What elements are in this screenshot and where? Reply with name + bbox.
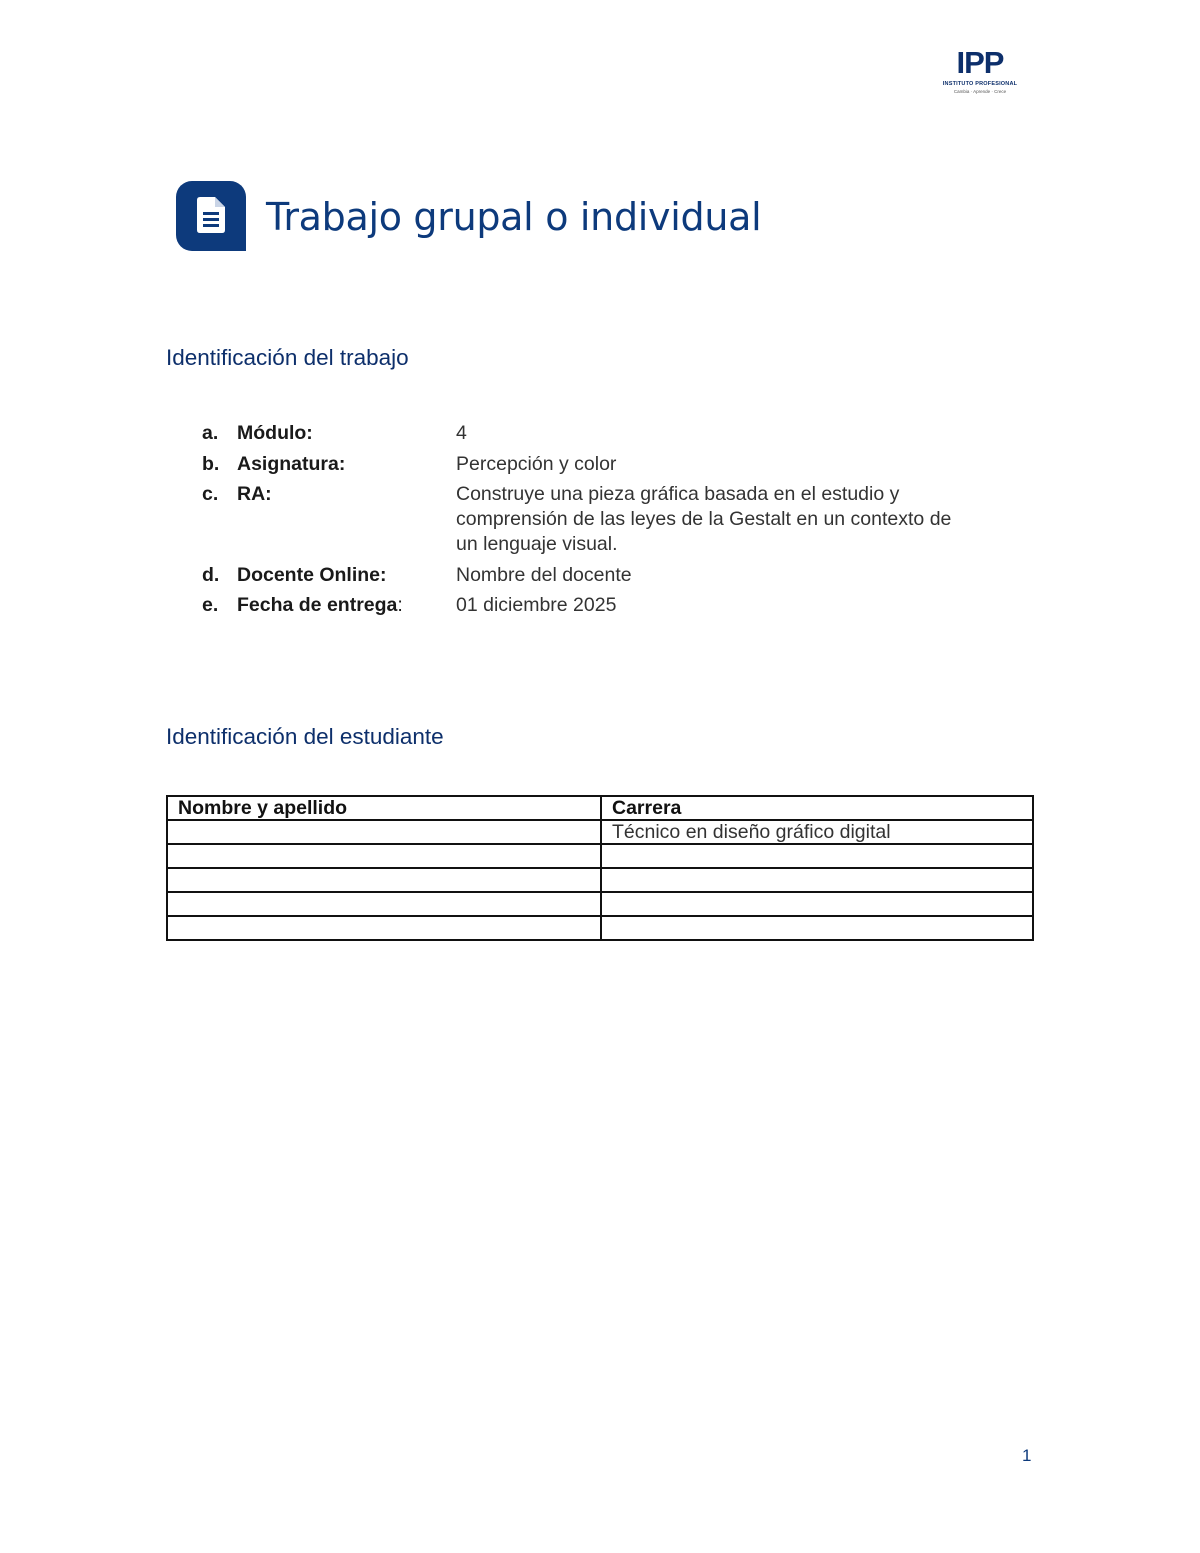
info-value: 4	[456, 422, 467, 444]
logo-subtitle: INSTITUTO PROFESIONAL	[942, 81, 1018, 87]
student-table	[166, 795, 1034, 941]
info-letter: e.	[202, 594, 219, 616]
student-career-cell[interactable]	[601, 844, 1033, 868]
column-header-career: Carrera	[601, 796, 1033, 820]
info-item-module	[202, 421, 1002, 446]
logo-tagline: Cambia · Aprende · Crece	[953, 89, 1007, 94]
table-row	[167, 916, 1033, 940]
info-letter: c.	[202, 483, 219, 505]
student-name-cell[interactable]	[167, 868, 601, 892]
info-label: Docente Online:	[237, 563, 387, 586]
info-value: Percepción y color	[456, 452, 617, 475]
info-item-due-date	[202, 593, 1002, 618]
student-name-cell[interactable]	[167, 820, 601, 844]
student-career-cell[interactable]	[601, 868, 1033, 892]
info-value: Construye una pieza gráfica basada en el estudio y comprensión de las leyes de la Gestalt en un contexto de un lenguaje visual.	[456, 483, 952, 555]
student-name-cell[interactable]	[167, 892, 601, 916]
student-name-cell[interactable]	[167, 916, 601, 940]
logo-mark: IPP	[956, 45, 1004, 80]
table-row	[167, 844, 1033, 868]
work-info-list	[202, 421, 1002, 624]
student-name-cell[interactable]	[167, 844, 601, 868]
info-item-ra	[202, 482, 1002, 557]
table-header-row	[167, 796, 1033, 820]
document-glyph-icon	[197, 197, 225, 233]
table-row	[167, 868, 1033, 892]
table-row	[167, 892, 1033, 916]
work-section-heading: Identificación del trabajo	[166, 345, 409, 370]
info-label: Asignatura:	[237, 452, 346, 475]
info-letter: a.	[202, 422, 219, 444]
student-career-cell[interactable]	[601, 892, 1033, 916]
institution-logo	[938, 45, 1022, 100]
info-label: Módulo:	[237, 422, 313, 444]
student-section-heading: Identificación del estudiante	[166, 724, 444, 749]
info-letter: d.	[202, 563, 220, 586]
info-value: 01 diciembre 2025	[456, 594, 617, 616]
info-item-teacher	[202, 563, 1002, 588]
info-label-colon: :	[397, 594, 403, 616]
info-label-text: Fecha de entrega	[237, 594, 398, 616]
document-icon	[176, 181, 246, 251]
student-career-cell[interactable]: Técnico en diseño gráfico digital	[601, 820, 1033, 844]
column-header-name: Nombre y apellido	[167, 796, 601, 820]
info-value: Nombre del docente	[456, 563, 632, 586]
info-label	[237, 593, 403, 618]
table-row	[167, 820, 1033, 844]
page-title: Trabajo grupal o individual	[266, 195, 762, 239]
student-career-cell[interactable]	[601, 916, 1033, 940]
info-letter: b.	[202, 452, 220, 475]
info-label: RA:	[237, 483, 272, 505]
info-item-subject	[202, 452, 1002, 477]
page-number: 1	[1022, 1446, 1032, 1465]
